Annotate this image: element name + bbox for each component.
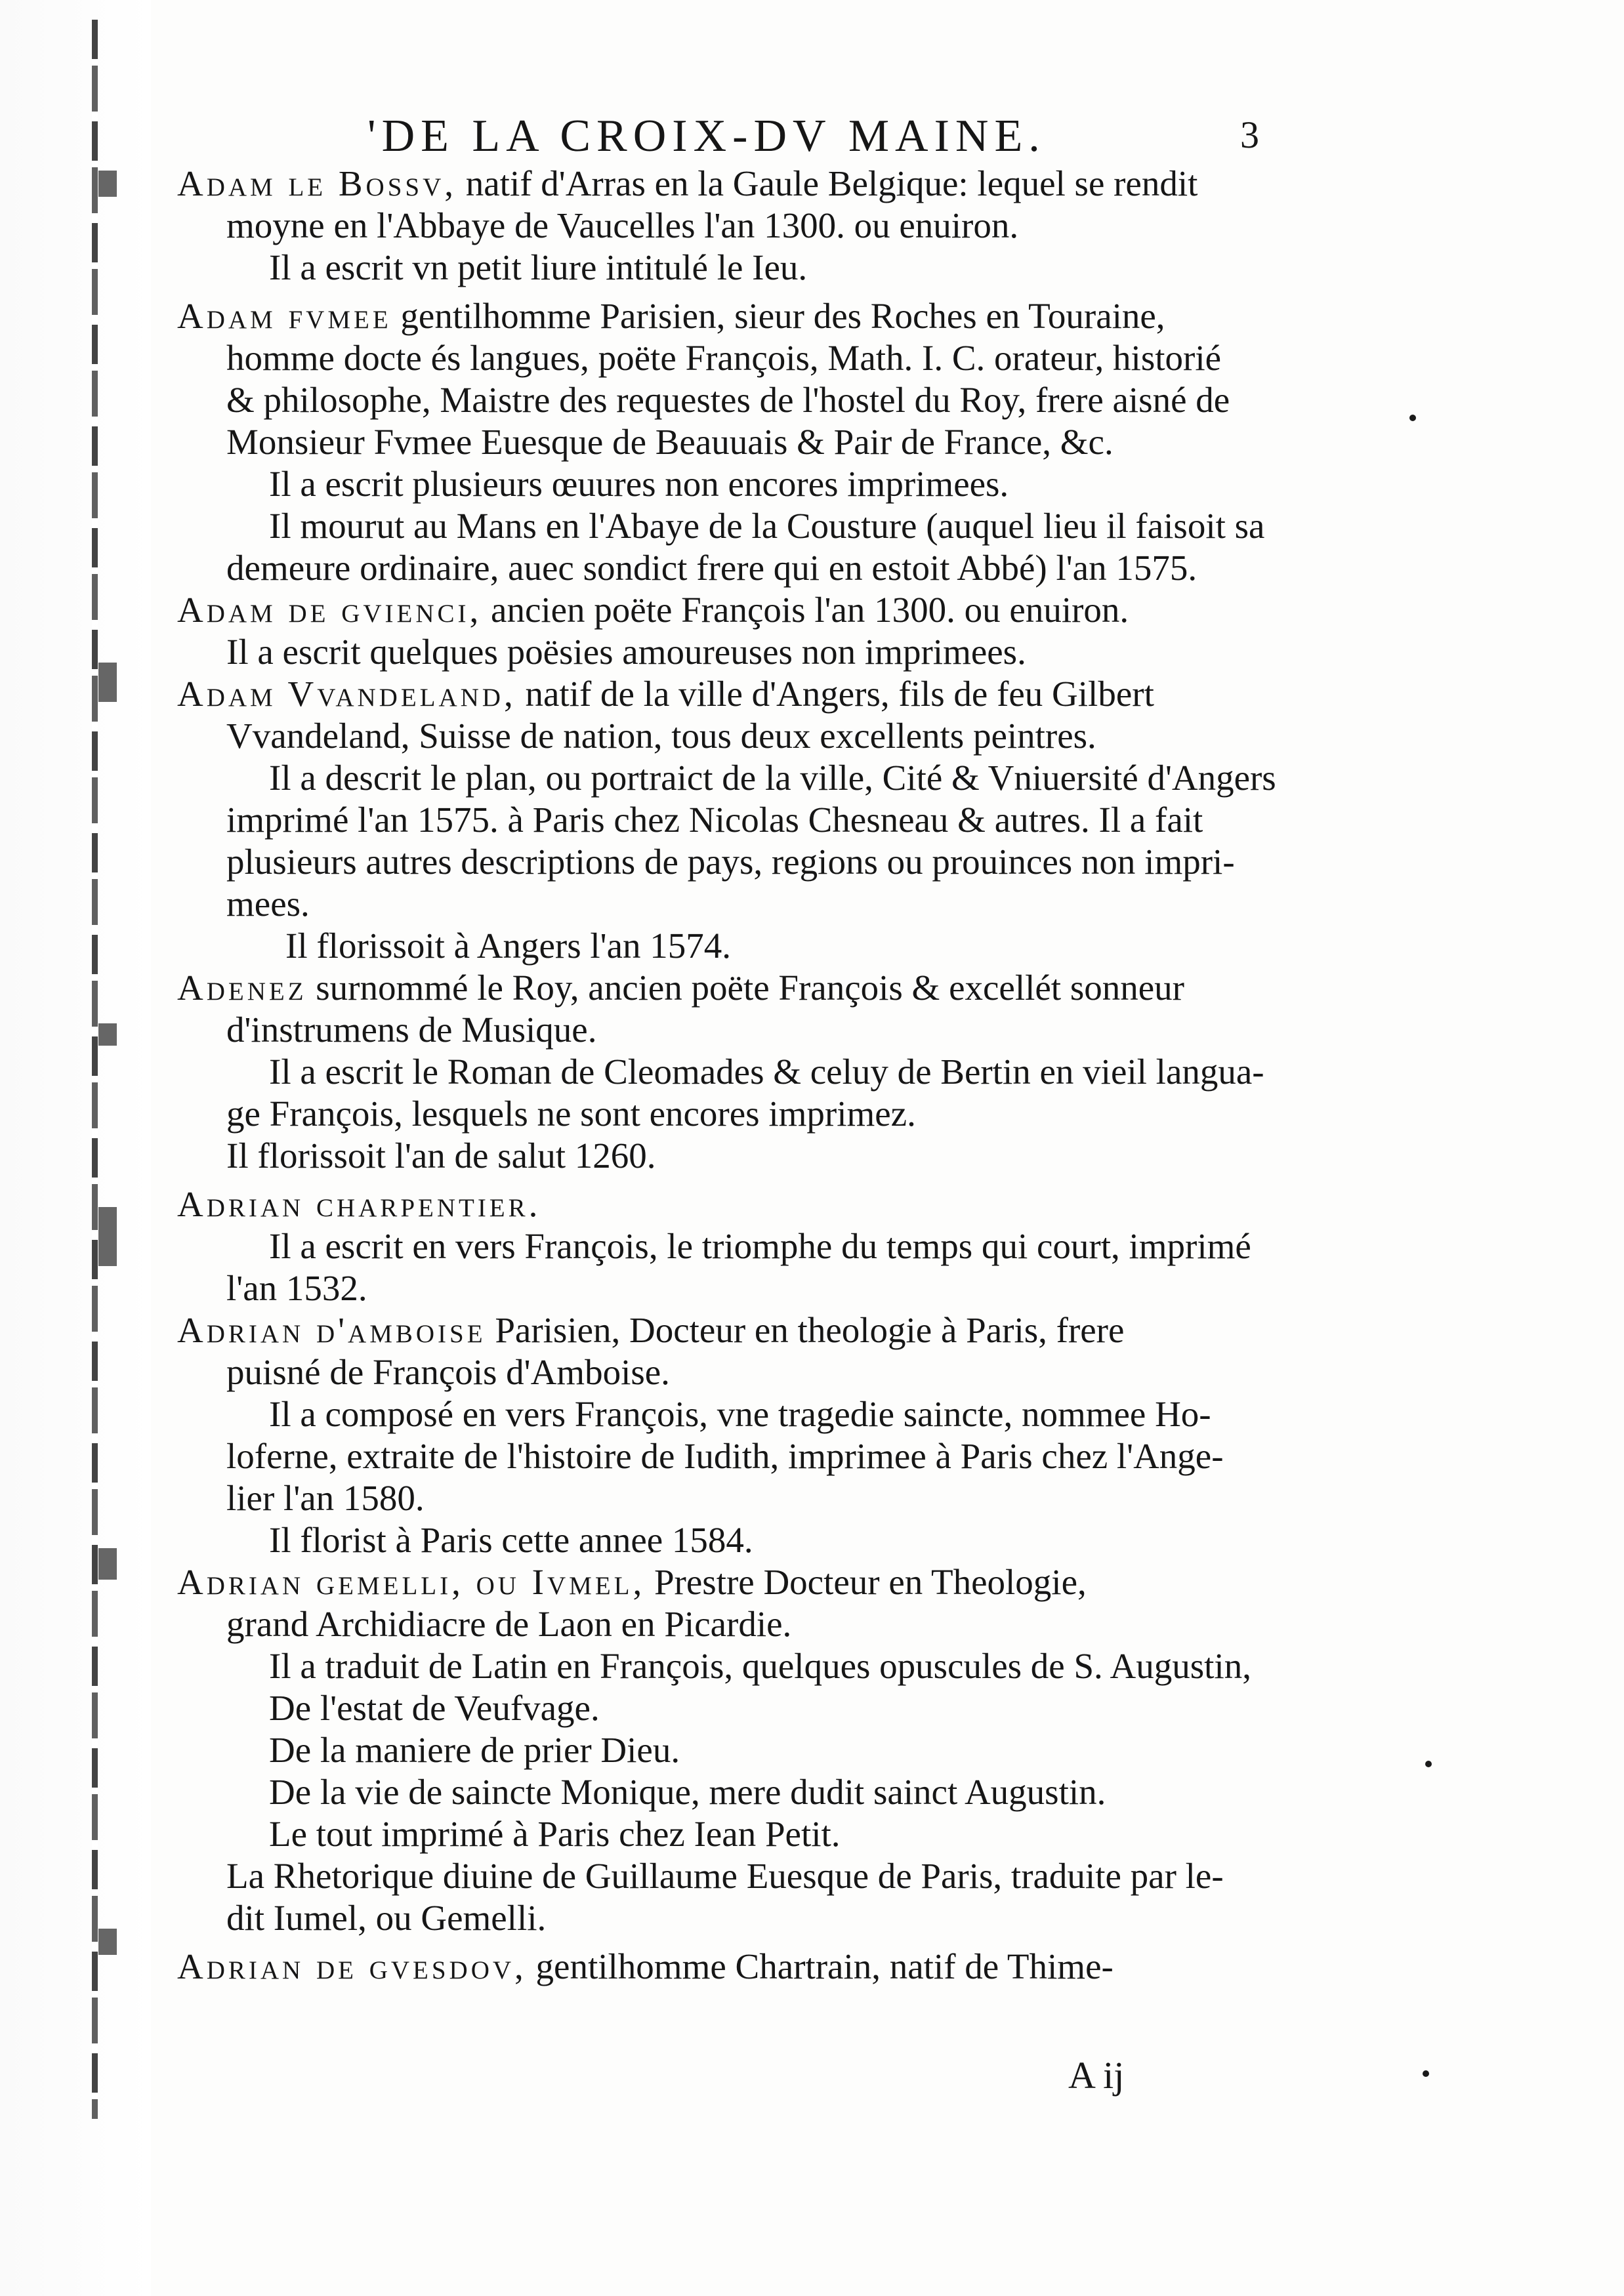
- text-line: Monsieur Fvmee Euesque de Beauuais & Pair de France, &c.: [226, 422, 1114, 462]
- text-line: imprimé l'an 1575. à Paris chez Nicolas Chesneau & autres. Il a fait: [226, 800, 1203, 840]
- binding-speck: [98, 1023, 117, 1046]
- binding-speck: [98, 663, 117, 702]
- text-line: Il a escrit plusieurs œuures non encores imprimees.: [269, 464, 1009, 504]
- text-line: ge François, lesquels ne sont encores imprimez.: [226, 1094, 916, 1134]
- text-line: l'an 1532.: [226, 1268, 367, 1308]
- page-number: 3: [1240, 113, 1259, 156]
- line-text: Prestre Docteur en Theologie,: [645, 1562, 1087, 1602]
- author-name: Adrian d'amboise: [177, 1310, 486, 1350]
- text-line: De la vie de saincte Monique, mere dudit sainct Augustin.: [269, 1772, 1106, 1812]
- entry-heading-line: [177, 1561, 1293, 1603]
- text-line: Il florist à Paris cette annee 1584.: [269, 1520, 753, 1560]
- author-name: Adenez: [177, 968, 307, 1008]
- binding-speck: [98, 171, 117, 197]
- text-line: puisné de François d'Amboise.: [226, 1352, 670, 1392]
- author-name: Adam le Bossv,: [177, 163, 457, 203]
- text-line: De la maniere de prier Dieu.: [269, 1730, 680, 1770]
- line-text: surnommé le Roy, ancien poëte François & excellét sonneur: [306, 968, 1184, 1008]
- text-line: De l'estat de Veufvage.: [269, 1688, 600, 1728]
- line-text: gentilhomme Parisien, sieur des Roches en Touraine,: [391, 296, 1165, 336]
- author-name: Adam de gvienci,: [177, 590, 482, 630]
- text-line: Il a escrit en vers François, le triomphe du temps qui court, imprimé: [269, 1226, 1251, 1266]
- line-text: natif d'Arras en la Gaule Belgique: lequel se rendit: [457, 163, 1198, 203]
- text-line: dit Iumel, ou Gemelli.: [226, 1898, 547, 1938]
- text-line: Vvandeland, Suisse de nation, tous deux excellents peintres.: [226, 716, 1096, 756]
- binding-speck: [98, 1929, 117, 1955]
- line-text: natif de la ville d'Angers, fils de feu Gilbert: [516, 674, 1154, 714]
- author-name: Adam Vvandeland,: [177, 674, 516, 714]
- text-line: & philosophe, Maistre des requestes de l'hostel du Roy, frere aisné de: [226, 380, 1230, 420]
- binding-edge: [0, 0, 151, 2296]
- text-line: Il florissoit l'an de salut 1260.: [226, 1136, 656, 1176]
- text-line: Il a traduit de Latin en François, quelques opuscules de S. Augustin,: [269, 1646, 1251, 1686]
- text-line: grand Archidiacre de Laon en Picardie.: [226, 1604, 792, 1644]
- text-line: homme docte és langues, poëte François, Math. I. C. orateur, historié: [226, 338, 1222, 378]
- author-name: Adam fvmee: [177, 296, 392, 336]
- entry-heading-line: [177, 295, 1293, 337]
- line-text: gentilhomme Chartrain, natif de Thime-: [526, 1946, 1114, 1986]
- binding-speck: [98, 1207, 117, 1266]
- text-line: Il a composé en vers François, vne tragedie saincte, nommee Ho-: [269, 1394, 1211, 1434]
- text-line: loferne, extraite de l'histoire de Iudith, imprimee à Paris chez l'Ange-: [226, 1436, 1224, 1476]
- text-line: lier l'an 1580.: [226, 1478, 425, 1518]
- running-title: 'DE LA CROIX-DV MAINE.: [367, 111, 1046, 161]
- text-line: Il a escrit quelques poësies amoureuses non imprimees.: [226, 632, 1026, 672]
- author-name: Adrian gemelli, ou Ivmel,: [177, 1562, 646, 1602]
- text-line: Il florissoit à Angers l'an 1574.: [285, 926, 731, 966]
- page-header: [328, 110, 1312, 169]
- text-line: Il a escrit vn petit liure intitulé le Ieu.: [269, 247, 808, 287]
- text-line: Il a escrit le Roman de Cleomades & celuy de Bertin en vieil langua-: [269, 1052, 1264, 1092]
- entry-heading-line: [177, 967, 1293, 1009]
- line-text: ancien poëte François l'an 1300. ou enuiron.: [482, 590, 1129, 630]
- text-line: mees.: [226, 884, 310, 924]
- entry-heading-line: [177, 1946, 1293, 1988]
- binding-shadow-line: [92, 20, 98, 2119]
- text-line: plusieurs autres descriptions de pays, regions ou prouinces non impri-: [226, 842, 1235, 882]
- entry-heading-line: [177, 1183, 1293, 1225]
- text-line: Il mourut au Mans en l'Abaye de la Cousture (auquel lieu il faisoit sa: [269, 506, 1265, 546]
- text-line: Le tout imprimé à Paris chez Iean Petit.: [269, 1814, 841, 1854]
- entry-heading-line: [177, 163, 1293, 205]
- text-line: Il a descrit le plan, ou portraict de la ville, Cité & Vniuersité d'Angers: [269, 758, 1276, 798]
- body-text: [177, 163, 1293, 1988]
- author-name: Adrian charpentier.: [177, 1184, 541, 1224]
- signature-mark: A ij: [1068, 2054, 1125, 2097]
- entry-heading-line: [177, 1309, 1293, 1351]
- entry-heading-line: [177, 673, 1293, 715]
- binding-speck: [98, 1548, 117, 1580]
- text-line: moyne en l'Abbaye de Vaucelles l'an 1300. ou enuiron.: [226, 205, 1019, 245]
- text-line: La Rhetorique diuine de Guillaume Euesque de Paris, traduite par le-: [226, 1856, 1224, 1896]
- text-line: demeure ordinaire, auec sondict frere qui en estoit Abbé) l'an 1575.: [226, 548, 1197, 588]
- author-name: Adrian de gvesdov,: [177, 1946, 527, 1986]
- ink-speck: [1423, 2070, 1429, 2077]
- text-line: d'instrumens de Musique.: [226, 1010, 597, 1050]
- ink-speck: [1425, 1761, 1432, 1767]
- ink-speck: [1409, 415, 1416, 421]
- line-text: Parisien, Docteur en theologie à Paris, frere: [486, 1310, 1125, 1350]
- entry-heading-line: [177, 589, 1293, 631]
